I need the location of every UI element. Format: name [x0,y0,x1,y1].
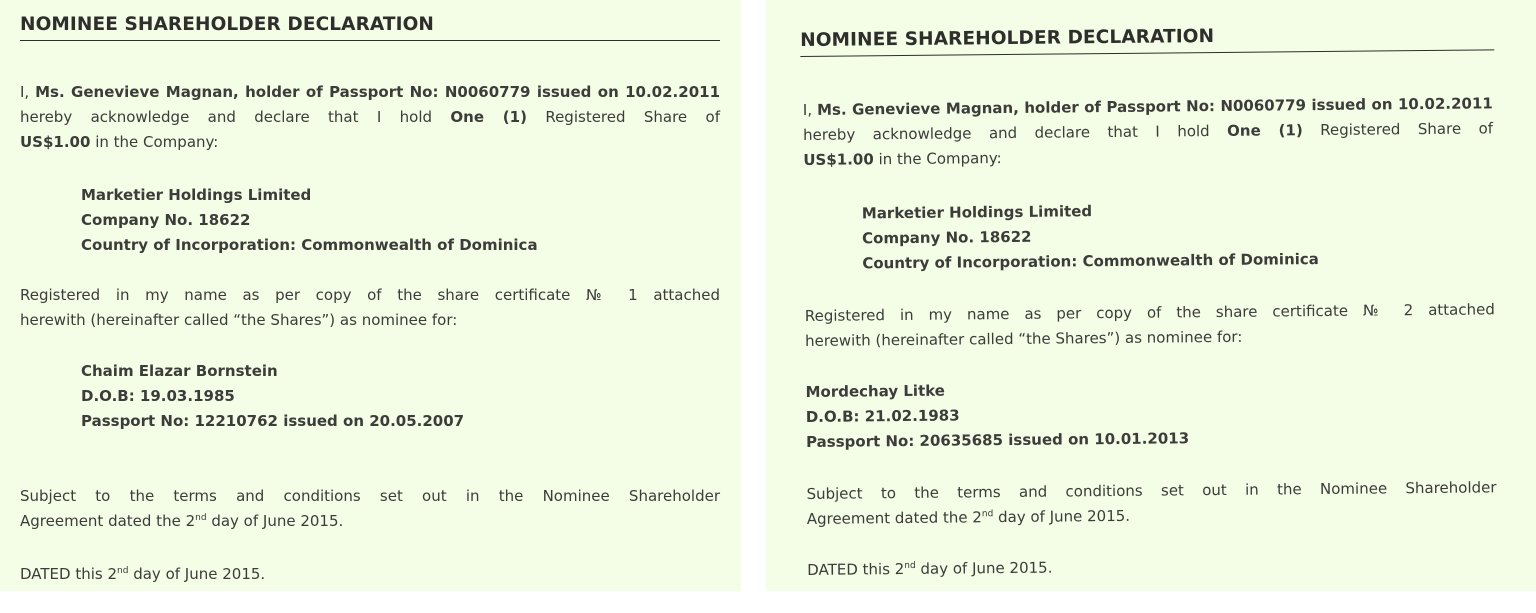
company-number: Company No. 18622 [861,227,1032,248]
declaration-page-left [0,0,741,591]
declaration-sheet [800,15,1506,613]
terms-date-prefix: Agreement dated the 2 [806,508,982,528]
terms-date-suffix: day of June 2015. [206,512,344,530]
page-gutter [741,0,766,591]
nominee-dob: D.O.B: 19.03.1985 [81,387,235,405]
terms-line-1: Subject to the terms and conditions set out in the Nominee Shareholder [806,478,1497,503]
share-value: US$1.00 [20,133,91,151]
company-number: Company No. 18622 [81,211,251,229]
nominee-dob: D.O.B: 21.02.1983 [805,406,960,426]
share-type-text: Registered Share of [1302,119,1494,140]
share-type-text: Registered Share of [526,108,720,126]
terms-date-ordinal: nd [195,513,207,523]
registered-line-2: herewith (hereinafter called “the Shares”) as nominee for: [804,327,1243,350]
share-count: One (1) [450,108,527,126]
dated-line [20,562,720,587]
registered-line-1: Registered in my name as per copy of the share certificate № 2 attached [804,300,1495,325]
nominee-block [805,376,1189,455]
registered-paragraph [805,297,1495,354]
intro-line-3 [20,130,720,155]
dated-prefix: DATED this 2 [807,560,905,579]
intro-declare-text: hereby acknowledge and declare that I hold [802,121,1228,144]
intro-paragraph [803,91,1494,173]
company-country: Country of Incorporation: Commonwealth of Dominica [81,236,538,254]
dated-suffix: day of June 2015. [915,558,1053,578]
terms-line-1: Subject to the terms and conditions set out in the Nominee Shareholder [20,487,720,505]
terms-date-prefix: Agreement dated the 2 [20,512,196,530]
nominee-passport: Passport No: 12210762 issued on 20.05.2007 [81,412,465,430]
share-value: US$1.00 [803,150,874,169]
document-title: NOMINEE SHAREHOLDER DECLARATION [800,23,1494,57]
terms-date-ordinal: nd [981,509,994,520]
intro-paragraph [20,80,720,155]
registered-paragraph [20,283,720,333]
registered-line-2: herewith (hereinafter called “the Shares”) as nominee for: [20,311,458,329]
dated-suffix: day of June 2015. [128,565,266,583]
intro-line-1 [20,80,720,105]
intro-prefix: I, [802,100,818,119]
company-block [81,183,538,258]
company-name: Marketier Holdings Limited [81,186,312,204]
terms-date-suffix: day of June 2015. [993,506,1131,527]
nominee-name: Chaim Elazar Bornstein [81,362,278,380]
company-lead-text: in the Company: [873,149,1002,169]
intro-line-2 [20,105,720,130]
dated-prefix: DATED this 2 [20,565,118,583]
nominee-block [81,359,464,434]
intro-declare-text: hereby acknowledge and declare that I hold [20,108,451,126]
nominee-name: Mordechay Litke [805,381,946,401]
holder-details: Ms. Genevieve Magnan, holder of Passport No: N0060779 issued on 10.02.2011 [816,94,1493,119]
company-name: Marketier Holdings Limited [861,202,1093,223]
terms-line-2 [20,509,720,534]
document-title: NOMINEE SHAREHOLDER DECLARATION [20,14,720,41]
dated-ordinal: nd [904,560,916,572]
terms-paragraph [20,484,720,534]
terms-line-2 [807,500,1497,532]
registered-line-1: Registered in my name as per copy of the share certificate № 1 attached [20,286,720,304]
terms-paragraph [806,475,1496,532]
dated-ordinal: nd [117,566,129,576]
intro-prefix: I, [20,83,36,101]
company-lead-text: in the Company: [90,133,219,151]
share-count: One (1) [1227,121,1303,140]
declaration-page-right [766,0,1536,591]
intro-line-3 [803,141,1493,173]
holder-details: Ms. Genevieve Magnan, holder of Passport No: N0060779 issued on 10.02.2011 [35,83,720,101]
declaration-sheet [0,0,741,591]
company-block [862,197,1319,276]
nominee-passport: Passport No: 20635685 issued on 10.01.2013 [805,429,1190,451]
company-country: Country of Incorporation: Commonwealth of Dominica [862,250,1319,273]
dated-line [807,551,1497,583]
